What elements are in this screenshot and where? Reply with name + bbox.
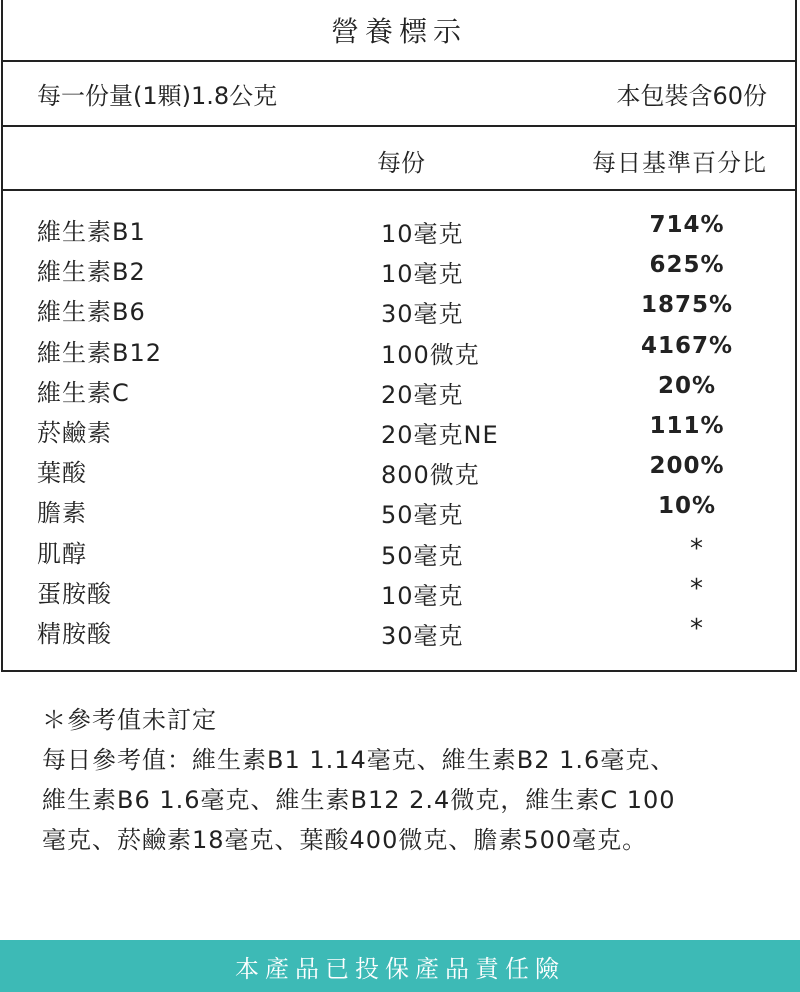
nutrient-percent: * xyxy=(690,533,704,564)
nutrient-name: 維生素B12 xyxy=(37,338,163,367)
nutrient-amount: 30毫克 xyxy=(381,300,464,329)
nutrient-row xyxy=(3,570,795,610)
footnotes xyxy=(42,700,780,860)
nutrient-name: 精胺酸 xyxy=(37,619,112,648)
nutrient-percent: 1875% xyxy=(640,292,734,319)
nutrient-row xyxy=(3,449,795,489)
nutrient-name: 維生素B2 xyxy=(37,258,146,287)
undefined-note: ＊參考值未訂定 xyxy=(42,706,217,734)
nutrient-row xyxy=(3,208,795,248)
nutrient-amount: 10毫克 xyxy=(381,220,464,248)
serving-info xyxy=(3,62,795,127)
nutrient-name: 肌醇 xyxy=(37,539,87,568)
reference-note-line-1: 每日參考值：維生素B1 1.14毫克、維生素B2 1.6毫克、 xyxy=(42,746,676,774)
nutrient-name: 維生素B1 xyxy=(37,218,146,246)
panel-title: 營養標示 xyxy=(3,0,795,62)
nutrient-amount: 100微克 xyxy=(381,340,480,369)
nutrient-percent: 200% xyxy=(649,453,725,480)
column-headers xyxy=(3,127,795,191)
nutrient-percent: 625% xyxy=(649,252,725,279)
nutrient-row xyxy=(3,288,795,328)
nutrient-row xyxy=(3,248,795,288)
nutrient-name: 菸鹼素 xyxy=(37,418,112,447)
nutrient-amount: 50毫克 xyxy=(381,541,464,570)
header-per-serving: 每份 xyxy=(377,149,425,177)
nutrient-name: 葉酸 xyxy=(37,459,87,488)
nutrient-percent: 111% xyxy=(649,412,725,439)
nutrient-name: 維生素B6 xyxy=(37,298,146,327)
nutrient-amount: 10毫克 xyxy=(381,581,464,610)
nutrient-amount: 30毫克 xyxy=(381,621,464,650)
nutrient-row xyxy=(3,369,795,409)
nutrient-row xyxy=(3,489,795,529)
nutrient-percent: * xyxy=(690,613,704,644)
nutrient-amount: 20毫克 xyxy=(381,380,464,409)
header-daily-value: 每日基準百分比 xyxy=(592,149,767,177)
serving-count: 本包裝含60份 xyxy=(616,82,767,110)
nutrient-percent: 714% xyxy=(649,212,725,238)
nutrient-amount: 800微克 xyxy=(381,461,480,490)
nutrient-name: 膽素 xyxy=(37,499,87,528)
nutrition-panel xyxy=(1,0,797,672)
nutrient-percent: 4167% xyxy=(640,332,734,359)
nutrient-amount: 20毫克NE xyxy=(381,420,499,449)
nutrient-percent: 10% xyxy=(657,493,717,520)
reference-note-line-3: 毫克、菸鹼素18毫克、葉酸400微克、膽素500毫克。 xyxy=(42,826,648,854)
nutrient-amount: 10毫克 xyxy=(381,260,464,289)
nutrient-row xyxy=(3,409,795,449)
nutrient-name: 維生素C xyxy=(37,378,130,407)
nutrient-amount: 50毫克 xyxy=(381,501,464,530)
nutrient-row xyxy=(3,530,795,570)
insurance-banner: 本產品已投保產品責任險 xyxy=(0,940,800,992)
serving-size: 每一份量(1顆)1.8公克 xyxy=(37,82,278,110)
nutrient-list xyxy=(3,208,795,650)
nutrient-percent: 20% xyxy=(657,372,717,399)
reference-note-line-2: 維生素B6 1.6毫克、維生素B12 2.4微克，維生素C 100 xyxy=(42,786,676,814)
nutrient-row xyxy=(3,329,795,369)
nutrient-row xyxy=(3,610,795,650)
nutrient-name: 蛋胺酸 xyxy=(37,579,112,608)
nutrient-percent: * xyxy=(690,573,704,604)
